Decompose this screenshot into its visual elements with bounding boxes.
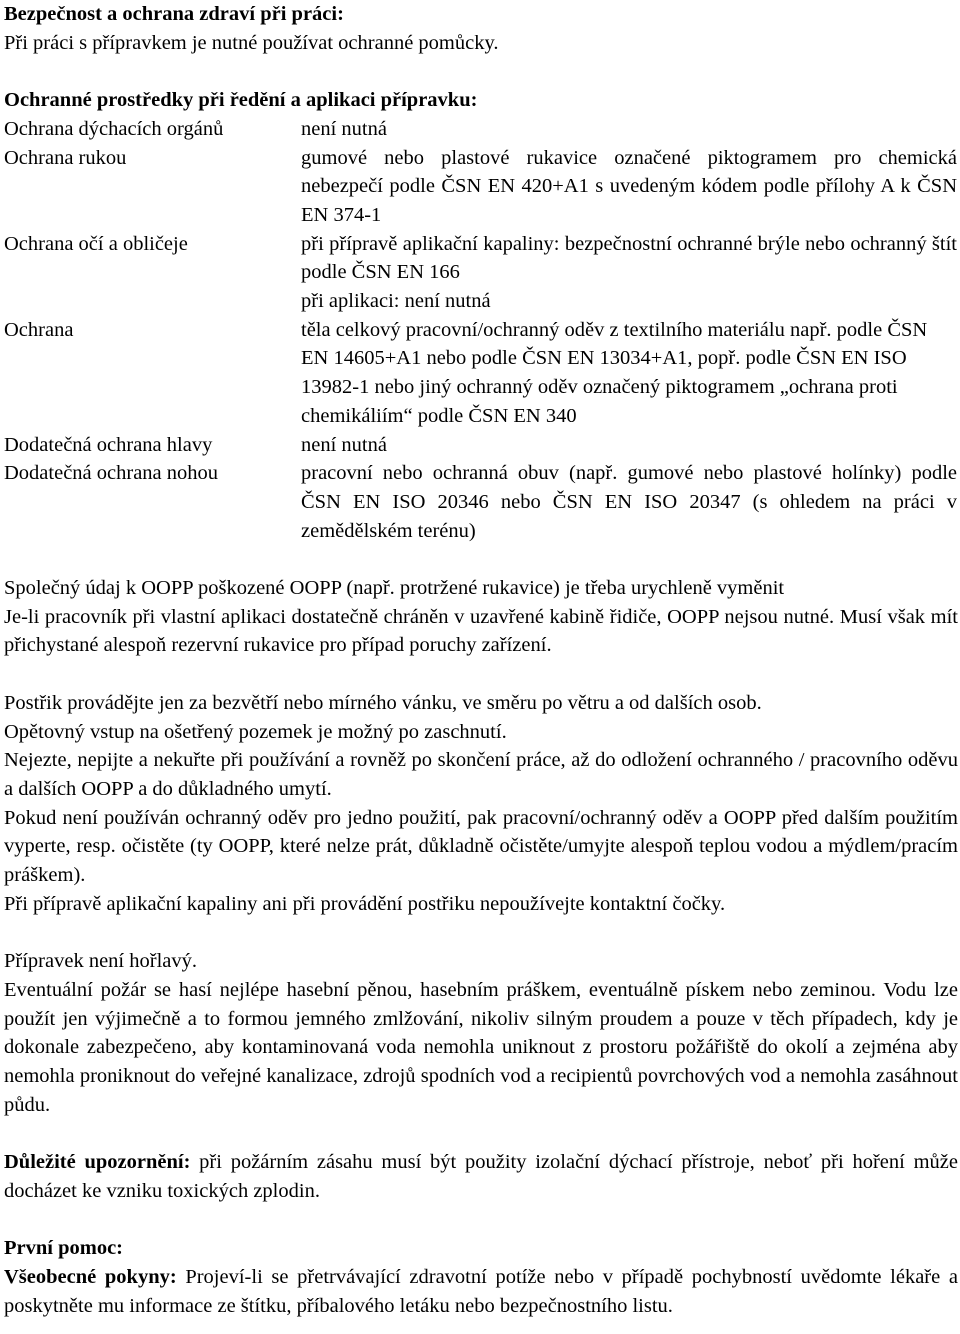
first-aid-general-text: Projeví-li se přetrvávající zdravotní potíže nebo v případě pochybností uvědomte lékaře a poskytněte mu informace ze štítku, příbalového letáku nebo bezpečnostního listu. — [4, 1265, 958, 1317]
document-page — [4, 0, 958, 1320]
warning-label: Důležité upozornění: — [4, 1151, 191, 1174]
warning-text: při požárním zásahu musí být použity izolační dýchací přístroje, neboť při hoření může docházet ke vzniku toxických zplodin. — [4, 1151, 958, 1202]
protection-value: při přípravě aplikační kapaliny: bezpečnostní ochranné brýle nebo ochranný štít podle ČSN EN 166 — [301, 232, 957, 284]
protection-value: není nutná — [301, 117, 387, 140]
protection-label: Ochrana — [4, 318, 74, 341]
protection-label: Dodatečná ochrana hlavy — [4, 433, 213, 456]
oopp-paragraph: Je-li pracovník při vlastní aplikaci dostatečně chráněn v uzavřené kabině řidiče, OOPP nejsou nutné. Musí však mít přichystané alespoň rezervní rukavice pro případ poruchy zařízení. — [4, 605, 958, 657]
protection-label: Dodatečná ochrana nohou — [4, 462, 219, 485]
protection-table — [4, 115, 958, 546]
application-paragraph: Při přípravě aplikační kapaliny ani při provádění postřiku nepoužívejte kontaktní čočky. — [4, 892, 726, 915]
fire-paragraph: Přípravek není hořlavý. — [4, 950, 197, 973]
first-aid-heading: První pomoc: — [4, 1237, 123, 1260]
application-paragraph: Nejezte, nepijte a nekuřte při používání a rovněž po skončení práce, až do odložení ochranného / pracovního oděvu a dalších OOPP a do důkladného umytí. — [4, 749, 958, 800]
spacer — [4, 660, 958, 689]
application-paragraph: Opětovný vstup na ošetřený pozemek je možný po zaschnutí. — [4, 720, 507, 743]
warning-paragraph — [4, 1148, 958, 1205]
protection-value-secondary: při aplikaci: není nutná — [301, 290, 491, 313]
spacer — [4, 545, 958, 574]
protection-value: pracovní nebo ochranná obuv (např. gumové nebo plastové holínky) podle ČSN EN ISO 20346 nebo ČSN EN ISO 20347 (s ohledem na práci v zemědělském terénu) — [301, 462, 957, 542]
application-paragraph: Pokud není používán ochranný oděv pro jedno použití, pak pracovní/ochranný oděv a OOPP před dalším použitím vyperte, resp. očistěte (ty OOPP, které nelze prát, důkladně očistěte/umyjte alespoň teplou vodou a mýdlem/pracím práškem). — [4, 806, 958, 887]
spacer — [4, 1119, 958, 1148]
first-aid-general-label: Všeobecné pokyny: — [4, 1265, 177, 1288]
oopp-line: Společný údaj k OOPP poškozené OOPP (např. protržené rukavice) je třeba urychleně vyměnit — [4, 577, 785, 600]
protection-heading: Ochranné prostředky při ředění a aplikaci přípravku: — [4, 89, 478, 112]
fire-paragraph: Eventuální požár se hasí nejlépe hasební pěnou, hasebním práškem, eventuálně pískem nebo zeminou. Vodu lze použít jen výjimečně a to formou jemného zmlžování, nikoliv silným proudem a pouze v těch případech, kdy je dokonale zabezpečeno, aby kontaminovaná voda nemohla uniknout z prostoru požářiště do okolí a zejména aby nemohla proniknout do veřejné kanalizace, zdrojů spodních vod a recipientů povrchových vod a nemohla zasáhnout půdu. — [4, 978, 958, 1116]
protection-value: gumové nebo plastové rukavice označené piktogramem pro chemická nebezpečí podle ČSN EN 420+A1 s uvedeným kódem podle přílohy A k ČSN EN 374-1 — [301, 146, 957, 226]
protection-label: Ochrana očí a obličeje — [4, 232, 188, 255]
spacer — [4, 1205, 958, 1234]
protection-label: Ochrana dýchacích orgánů — [4, 117, 224, 140]
application-paragraph: Postřik provádějte jen za bezvětří nebo mírného vánku, ve směru po větru a od dalších osob. — [4, 691, 762, 714]
protection-value-group — [301, 230, 957, 316]
spacer — [4, 918, 958, 947]
protection-label: Ochrana rukou — [4, 146, 127, 169]
protection-value: těla celkový pracovní/ochranný oděv z textilního materiálu např. podle ČSN EN 14605+A1 nebo podle ČSN EN 13034+A1, popř. podle ČSN EN ISO 13982-1 nebo jiný ochranný oděv označený piktogramem „ochrana proti chemikáliím“ podle ČSN EN 340 — [301, 318, 928, 427]
first-aid-paragraph — [4, 1263, 958, 1320]
protection-value: není nutná — [301, 433, 387, 456]
safety-intro: Při práci s přípravkem je nutné používat ochranné pomůcky. — [4, 31, 499, 54]
spacer — [4, 57, 958, 86]
safety-heading: Bezpečnost a ochrana zdraví při práci: — [4, 3, 344, 25]
